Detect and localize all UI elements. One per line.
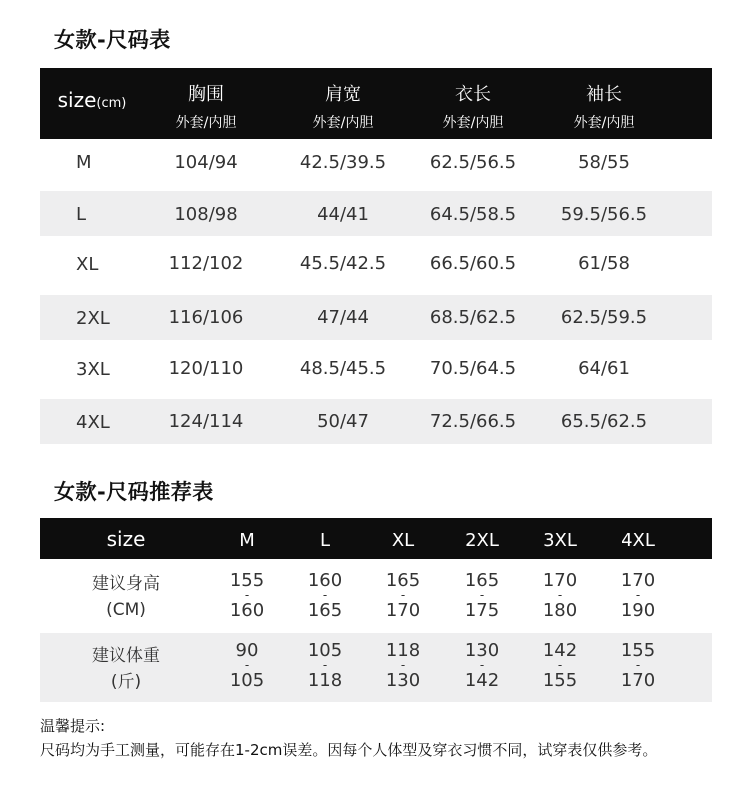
column-header-shoulder — [313, 80, 374, 132]
range-min: 155 — [229, 570, 265, 591]
range-dash: - — [322, 658, 328, 672]
cell-length: 68.5/62.5 — [429, 307, 517, 328]
cell-length: 72.5/66.5 — [429, 411, 517, 432]
column-header-length — [443, 80, 504, 132]
table-row — [40, 295, 712, 340]
column-header-sub: 外套/内胆 — [175, 115, 237, 131]
range-min: 118 — [385, 640, 421, 661]
rec-row-label — [90, 643, 162, 695]
range-dash: - — [400, 658, 406, 672]
rec-range — [229, 640, 265, 691]
range-dash: - — [635, 658, 641, 672]
cell-shoulder: 42.5/39.5 — [299, 152, 387, 173]
range-dash: - — [479, 658, 485, 672]
row-size: 2XL — [76, 308, 110, 329]
row-size: XL — [76, 254, 99, 275]
table-row — [40, 236, 712, 295]
range-min: 130 — [464, 640, 500, 661]
column-header-sub: 外套/内胆 — [573, 115, 635, 131]
range-min: 160 — [307, 570, 343, 591]
column-header-label: 袖长 — [586, 84, 622, 105]
table-row — [40, 340, 712, 399]
range-max: 170 — [620, 670, 656, 691]
range-dash: - — [635, 588, 641, 602]
row-size: 4XL — [76, 412, 110, 433]
row-size: M — [76, 152, 92, 173]
rec-size-m: M — [239, 530, 255, 551]
range-dash: - — [557, 658, 563, 672]
range-min: 170 — [542, 570, 578, 591]
range-max: 175 — [464, 600, 500, 621]
range-min: 165 — [464, 570, 500, 591]
cell-shoulder: 50/47 — [317, 411, 369, 432]
rec-row-weight — [40, 633, 712, 702]
rec-row-label-unit: (斤) — [110, 672, 142, 692]
rec-size-xl: XL — [391, 530, 415, 551]
rec-size-4xl: 4XL — [621, 530, 655, 551]
range-dash: - — [244, 658, 250, 672]
range-dash: - — [400, 588, 406, 602]
cell-length: 62.5/56.5 — [429, 152, 517, 173]
range-min: 155 — [620, 640, 656, 661]
rec-size-header: size — [106, 527, 146, 551]
rec-row-label-text: 建议体重 — [92, 646, 160, 666]
cell-sleeve: 58/55 — [578, 152, 630, 173]
rec-range — [385, 570, 421, 621]
rec-range — [620, 640, 656, 691]
rec-row-label-text: 建议身高 — [92, 574, 160, 594]
cell-chest: 124/114 — [168, 411, 244, 432]
cell-shoulder: 48.5/45.5 — [299, 358, 387, 379]
table-row — [40, 191, 712, 236]
range-max: 155 — [542, 670, 578, 691]
range-max: 118 — [307, 670, 343, 691]
rec-range — [542, 640, 578, 691]
rec-range — [307, 570, 343, 621]
cell-chest: 120/110 — [168, 358, 244, 379]
table-row — [40, 139, 712, 191]
notes — [40, 714, 657, 762]
cell-chest: 116/106 — [168, 307, 244, 328]
column-header-label: 胸围 — [188, 84, 224, 105]
rec-row-height — [40, 559, 712, 633]
cell-chest: 104/94 — [174, 152, 238, 173]
size-header-text: size — [57, 88, 97, 112]
range-max: 142 — [464, 670, 500, 691]
cell-shoulder: 47/44 — [317, 307, 369, 328]
range-min: 90 — [235, 640, 259, 661]
range-min: 105 — [307, 640, 343, 661]
column-header-label: 肩宽 — [325, 84, 361, 105]
rec-range — [620, 570, 656, 621]
range-dash: - — [322, 588, 328, 602]
rec-row-label — [90, 571, 162, 623]
table-row — [40, 399, 712, 444]
range-min: 170 — [620, 570, 656, 591]
row-size: L — [76, 204, 87, 225]
rec-range — [229, 570, 265, 621]
rec-range — [385, 640, 421, 691]
range-max: 165 — [307, 600, 343, 621]
row-size: 3XL — [76, 359, 110, 380]
column-header-sub: 外套/内胆 — [442, 115, 504, 131]
range-max: 180 — [542, 600, 578, 621]
column-header-label: 衣长 — [455, 84, 491, 105]
cell-sleeve: 64/61 — [578, 358, 630, 379]
rec-table — [40, 518, 712, 702]
range-max: 160 — [229, 600, 265, 621]
range-min: 142 — [542, 640, 578, 661]
cell-sleeve: 62.5/59.5 — [560, 307, 648, 328]
notes-heading: 温馨提示: — [40, 717, 106, 735]
rec-range — [307, 640, 343, 691]
cell-shoulder: 45.5/42.5 — [299, 253, 387, 274]
range-dash: - — [479, 588, 485, 602]
rec-range — [464, 570, 500, 621]
cell-chest: 112/102 — [168, 253, 244, 274]
cell-sleeve: 61/58 — [578, 253, 630, 274]
rec-table-title: 女款-尺码推荐表 — [54, 480, 214, 504]
cell-sleeve: 59.5/56.5 — [560, 204, 648, 225]
rec-range — [542, 570, 578, 621]
rec-range — [464, 640, 500, 691]
range-min: 165 — [385, 570, 421, 591]
range-max: 130 — [385, 670, 421, 691]
range-dash: - — [244, 588, 250, 602]
rec-row-label-unit: (CM) — [106, 600, 146, 620]
range-max: 170 — [385, 600, 421, 621]
notes-text: 尺码均为手工测量，可能存在1-2cm误差。因每个人体型及穿衣习惯不同，试穿表仅供参考。 — [40, 741, 658, 759]
rec-size-2xl: 2XL — [465, 530, 499, 551]
column-header-sleeve — [574, 80, 635, 132]
rec-table-header — [40, 518, 712, 559]
rec-size-l: L — [319, 530, 331, 551]
range-max: 190 — [620, 600, 656, 621]
column-header-chest — [176, 80, 237, 132]
range-max: 105 — [229, 670, 265, 691]
cell-chest: 108/98 — [174, 204, 238, 225]
cell-length: 66.5/60.5 — [429, 253, 517, 274]
range-dash: - — [557, 588, 563, 602]
size-header-label — [58, 88, 127, 112]
size-header-unit: (cm) — [96, 96, 127, 111]
cell-shoulder: 44/41 — [317, 204, 369, 225]
size-table — [40, 68, 712, 444]
cell-length: 70.5/64.5 — [429, 358, 517, 379]
column-header-sub: 外套/内胆 — [312, 115, 374, 131]
cell-sleeve: 65.5/62.5 — [560, 411, 648, 432]
cell-length: 64.5/58.5 — [429, 204, 517, 225]
rec-size-3xl: 3XL — [543, 530, 577, 551]
size-table-header — [40, 68, 712, 139]
size-table-title: 女款-尺码表 — [54, 28, 171, 52]
